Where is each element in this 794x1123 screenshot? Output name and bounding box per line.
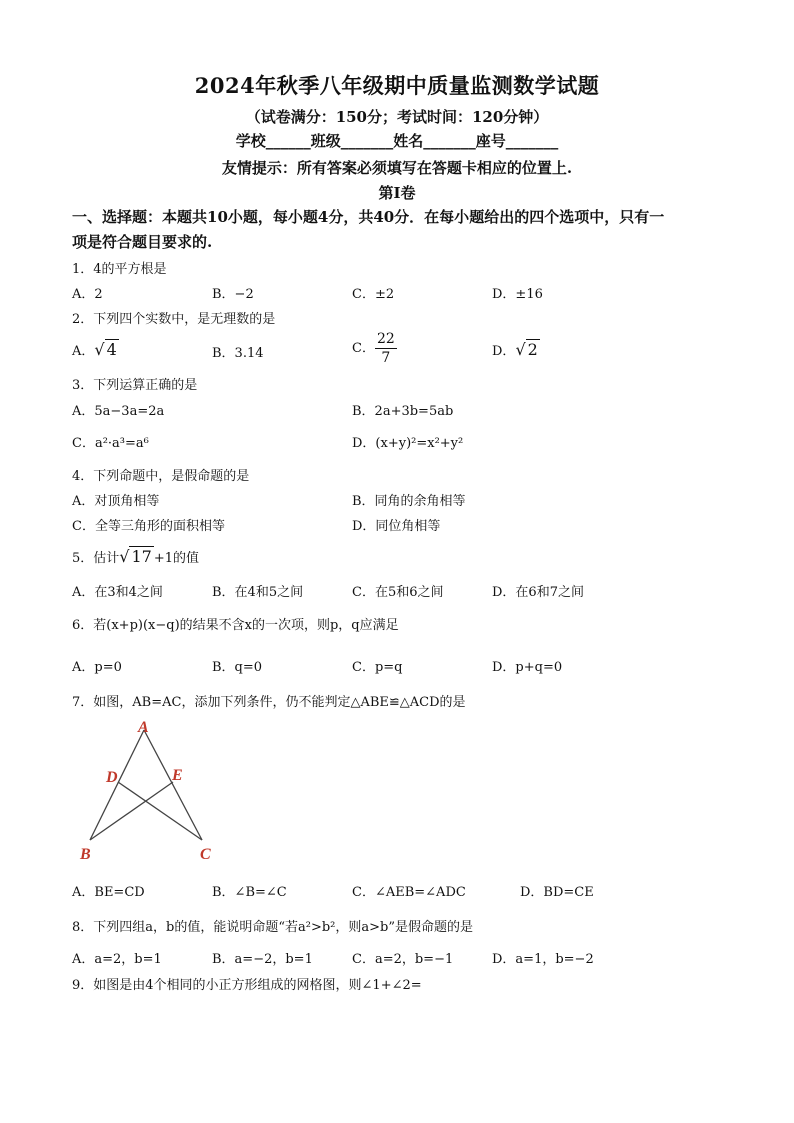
q1-stem: 1．4的平方根是 xyxy=(72,262,167,277)
q7-option-d: D．BD=CE xyxy=(520,885,594,900)
q7-triangle-figure xyxy=(72,718,232,868)
q9-stem: 9．如图是由4个相同的小正方形组成的网格图，则∠1+∠2= xyxy=(72,978,422,993)
q6-option-a: A．p=0 xyxy=(72,660,122,675)
q8-option-a: A．a=2，b=1 xyxy=(72,952,162,967)
q3-option-a: A．5a−3a=2a xyxy=(72,404,165,419)
q6-option-b: B．q=0 xyxy=(212,660,263,675)
q4-stem: 4．下列命题中，是假命题的是 xyxy=(72,469,250,484)
q8-option-d: D．a=1，b=−2 xyxy=(492,952,594,967)
section-heading-line2: 项是符合题目要求的. xyxy=(72,233,213,251)
label-B: B xyxy=(80,846,91,863)
q5-option-c: C．在5和6之间 xyxy=(352,585,444,600)
q6-option-c: C．p=q xyxy=(352,660,403,675)
q2-option-d: D．√ 2 xyxy=(492,340,538,359)
q7-option-c: C．∠AEB=∠ADC xyxy=(352,885,466,900)
tip-line: 友情提示：所有答案必须填写在答题卡相应的位置上. xyxy=(221,159,573,177)
q4-option-c: C．全等三角形的面积相等 xyxy=(72,519,225,534)
label-C: C xyxy=(200,846,211,863)
q7-option-a: A．BE=CD xyxy=(72,885,145,900)
q1-option-b: B．−2 xyxy=(212,287,254,302)
q7-stem: 7．如图，AB=AC，添加下列条件，仍不能判定△ABE≌△ACD的是 xyxy=(72,695,466,710)
q2-option-b: B．3.14 xyxy=(212,346,264,361)
label-D: D xyxy=(106,769,118,786)
q6-option-d: D．p+q=0 xyxy=(492,660,563,675)
q4-option-a: A．对顶角相等 xyxy=(72,494,160,509)
q5-stem: 5．估计√ 17 +1的值 xyxy=(72,547,200,566)
q1-option-a: A．2 xyxy=(72,287,103,302)
exam-info: （试卷满分：150分；考试时间：120分钟） xyxy=(245,108,549,126)
q3-stem: 3．下列运算正确的是 xyxy=(72,378,198,393)
q4-option-b: B．同角的余角相等 xyxy=(352,494,466,509)
q1-option-c: C．±2 xyxy=(352,287,395,302)
q2-option-c: C． $\frac{22}{7}$ xyxy=(352,331,395,366)
q8-option-c: C．a=2，b=−1 xyxy=(352,952,454,967)
q5-option-b: B．在4和5之间 xyxy=(212,585,304,600)
q1-option-d: D．±16 xyxy=(492,287,543,302)
segment-AC xyxy=(144,730,202,840)
q2-stem: 2．下列四个实数中，是无理数的是 xyxy=(72,312,276,327)
q4-option-d: D．同位角相等 xyxy=(352,519,441,534)
q6-stem: 6．若(x+p)(x−q)的结果不含x的一次项，则p，q应满足 xyxy=(72,618,399,633)
q7-option-b: B．∠B=∠C xyxy=(212,885,287,900)
q3-option-c: C．a²·a³=a⁶ xyxy=(72,436,149,451)
q8-option-b: B．a=−2，b=1 xyxy=(212,952,313,967)
q3-option-d: D．(x+y)²=x²+y² xyxy=(352,436,464,451)
section-heading-line1: 一、选择题：本题共10小题，每小题4分，共40分．在每小题给出的四个选项中，只有一 xyxy=(72,208,665,226)
volume-heading: 第Ⅰ卷 xyxy=(378,184,416,202)
label-A: A xyxy=(138,719,149,736)
student-info-line: 学校______班级_______姓名_______座号_______ xyxy=(235,132,559,150)
q3-option-b: B．2a+3b=5ab xyxy=(352,404,454,419)
q5-option-a: A．在3和4之间 xyxy=(72,585,163,600)
q8-stem: 8．下列四组a，b的值，能说明命题“若a²>b²，则a>b”是假命题的是 xyxy=(72,920,473,935)
q2-option-a: A．√ 4 xyxy=(72,340,117,359)
label-E: E xyxy=(172,767,183,784)
q5-option-d: D．在6和7之间 xyxy=(492,585,584,600)
page-title: 2024年秋季八年级期中质量监测数学试题 xyxy=(194,73,600,98)
